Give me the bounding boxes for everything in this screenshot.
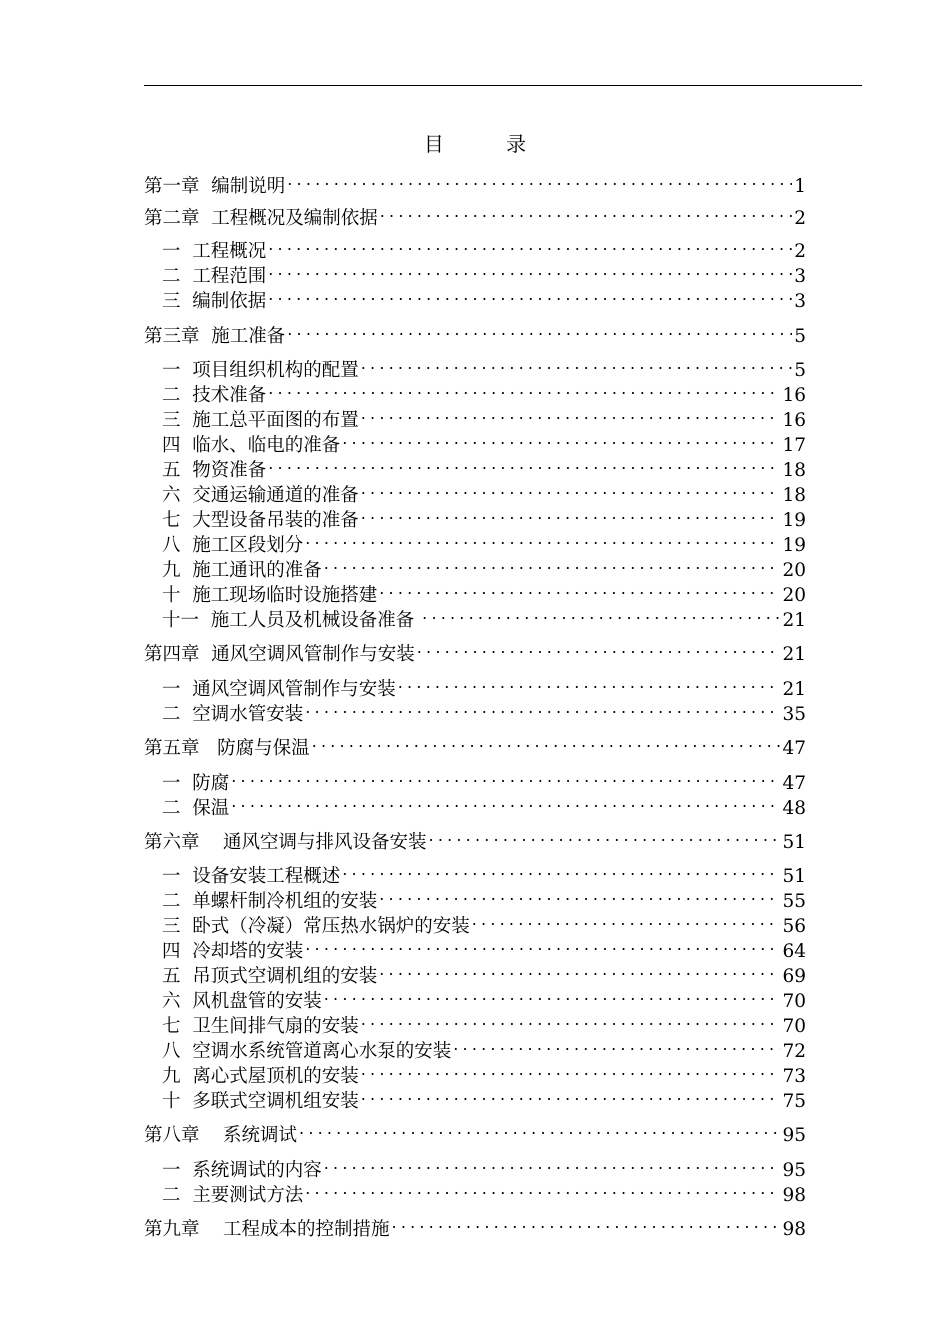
dot-leader — [312, 730, 781, 754]
toc-entry-label: 八 空调水系统管道离心水泵的安装 — [162, 1041, 452, 1062]
toc-section-entry[interactable] — [162, 1033, 806, 1062]
toc-section-entry[interactable] — [162, 1177, 806, 1206]
toc-entry-label: 二 工程范围 — [162, 266, 267, 287]
toc-section-entry[interactable] — [162, 258, 806, 287]
toc-section-entry[interactable] — [162, 958, 806, 987]
dot-leader — [361, 1083, 781, 1107]
toc-section-entry[interactable] — [162, 402, 806, 431]
toc-section-entry[interactable] — [162, 552, 806, 581]
dot-leader — [305, 527, 780, 551]
toc-entry-label: 二 空调水管安装 — [162, 704, 304, 725]
dot-leader — [453, 1033, 780, 1057]
toc-entry-label: 四 临水、临电的准备 — [162, 435, 341, 456]
toc-entry-label: 三 卧式（冷凝）常压热水锅炉的安装 — [162, 916, 470, 937]
toc-section-entry[interactable] — [162, 233, 806, 262]
toc-entry-label: 第五章 防腐与保温 — [144, 738, 310, 759]
dot-leader — [324, 1152, 781, 1176]
toc-entry-label: 第六章 通风空调与排风设备安装 — [144, 832, 427, 853]
dot-leader — [268, 258, 792, 282]
toc-page-number: 47 — [782, 773, 806, 794]
toc-page-number: 20 — [782, 560, 806, 581]
toc-section-entry[interactable] — [162, 377, 806, 406]
toc-section-entry[interactable] — [162, 671, 806, 700]
toc-entry-label: 第八章 系统调试 — [144, 1125, 298, 1146]
toc-chapter-entry[interactable] — [144, 318, 806, 347]
dot-leader — [268, 233, 792, 257]
dot-leader — [287, 318, 792, 342]
toc-page-number: 16 — [782, 410, 806, 431]
toc-section-entry[interactable] — [162, 1058, 806, 1087]
dot-leader — [305, 696, 780, 720]
toc-page-number: 51 — [782, 866, 806, 887]
toc-entry-label: 五 吊顶式空调机组的安装 — [162, 966, 378, 987]
toc-page-number: 1 — [794, 176, 806, 197]
toc-page-number: 3 — [794, 266, 806, 287]
toc-page-number: 70 — [782, 991, 806, 1012]
dot-leader — [299, 1117, 780, 1141]
toc-page-number: 51 — [782, 832, 806, 853]
toc-section-entry[interactable] — [162, 933, 806, 962]
toc-section-entry[interactable] — [162, 908, 806, 937]
toc-section-entry[interactable] — [162, 577, 806, 606]
dot-leader — [379, 577, 780, 601]
toc-page-number: 18 — [782, 485, 806, 506]
toc-section-entry[interactable] — [162, 283, 806, 312]
toc-page-number: 70 — [782, 1016, 806, 1037]
toc-chapter-entry[interactable] — [144, 824, 806, 853]
toc-page-number: 48 — [782, 798, 806, 819]
toc-chapter-entry[interactable] — [144, 168, 806, 197]
toc-page-number: 47 — [782, 738, 806, 759]
toc-page-number: 55 — [782, 891, 806, 912]
toc-entry-label: 一 工程概况 — [162, 241, 267, 262]
toc-entry-label: 六 交通运输通道的准备 — [162, 485, 359, 506]
toc-chapter-entry[interactable] — [144, 200, 806, 229]
dot-leader — [361, 502, 781, 526]
toc-entry-label: 十 施工现场临时设施搭建 — [162, 585, 378, 606]
toc-page-number: 72 — [782, 1041, 806, 1062]
toc-entry-label: 十 多联式空调机组安装 — [162, 1091, 359, 1112]
dot-leader — [305, 1177, 780, 1201]
dot-leader — [429, 824, 781, 848]
toc-page-number: 5 — [794, 360, 806, 381]
dot-leader — [361, 477, 781, 501]
dot-leader — [342, 427, 780, 451]
toc-section-entry[interactable] — [162, 1008, 806, 1037]
toc-page-number: 16 — [782, 385, 806, 406]
toc-section-entry[interactable] — [162, 983, 806, 1012]
dot-leader — [422, 602, 780, 626]
toc-page-number: 21 — [782, 610, 806, 631]
toc-entry-label: 七 卫生间排气扇的安装 — [162, 1016, 359, 1037]
toc-entry-label: 七 大型设备吊装的准备 — [162, 510, 359, 531]
toc-section-entry[interactable] — [162, 602, 806, 631]
toc-section-entry[interactable] — [162, 765, 806, 794]
toc-chapter-entry[interactable] — [144, 1211, 806, 1240]
toc-page-number: 5 — [794, 326, 806, 347]
toc-page-number: 18 — [782, 460, 806, 481]
dot-leader — [398, 671, 781, 695]
toc-entry-label: 九 离心式屋顶机的安装 — [162, 1066, 359, 1087]
toc-section-entry[interactable] — [162, 527, 806, 556]
toc-section-entry[interactable] — [162, 1152, 806, 1181]
toc-page-number: 69 — [782, 966, 806, 987]
dot-leader — [417, 636, 781, 660]
toc-entry-label: 五 物资准备 — [162, 460, 267, 481]
toc-entry-label: 六 风机盘管的安装 — [162, 991, 322, 1012]
toc-page-number: 98 — [782, 1185, 806, 1206]
toc-page-number: 95 — [782, 1125, 806, 1146]
toc-section-entry[interactable] — [162, 477, 806, 506]
toc-entry-label: 三 编制依据 — [162, 291, 267, 312]
dot-leader — [379, 883, 780, 907]
toc-page-number: 20 — [782, 585, 806, 606]
toc-chapter-entry[interactable] — [144, 1117, 806, 1146]
toc-section-entry[interactable] — [162, 883, 806, 912]
dot-leader — [324, 983, 781, 1007]
toc-section-entry[interactable] — [162, 452, 806, 481]
dot-leader — [324, 552, 781, 576]
toc-entry-label: 十一 施工人员及机械设备准备 — [162, 610, 421, 631]
dot-leader — [268, 377, 780, 401]
dot-leader — [472, 908, 781, 932]
toc-entry-label: 八 施工区段划分 — [162, 535, 304, 556]
toc-page-number: 21 — [782, 644, 806, 665]
toc-entry-label: 一 项目组织机构的配置 — [162, 360, 359, 381]
toc-page-number: 19 — [782, 535, 806, 556]
toc-entry-label: 九 施工通讯的准备 — [162, 560, 322, 581]
toc-section-entry[interactable] — [162, 352, 806, 381]
toc-entry-label: 二 单螺杆制冷机组的安装 — [162, 891, 378, 912]
toc-entry-label: 一 防腐 — [162, 773, 230, 794]
dot-leader — [361, 1058, 781, 1082]
toc-entry-label: 第四章 通风空调风管制作与安装 — [144, 644, 415, 665]
dot-leader — [361, 352, 792, 376]
toc-entry-label: 二 保温 — [162, 798, 230, 819]
toc-entry-label: 第二章 工程概况及编制依据 — [144, 208, 378, 229]
toc-section-entry[interactable] — [162, 790, 806, 819]
dot-leader — [268, 283, 792, 307]
toc-page-number: 98 — [782, 1219, 806, 1240]
toc-entry-label: 二 主要测试方法 — [162, 1185, 304, 1206]
toc-page-number: 95 — [782, 1160, 806, 1181]
dot-leader — [305, 933, 780, 957]
toc-page-number: 75 — [782, 1091, 806, 1112]
dot-leader — [361, 402, 781, 426]
dot-leader — [379, 958, 780, 982]
dot-leader — [287, 168, 792, 192]
toc-entry-label: 一 通风空调风管制作与安装 — [162, 679, 396, 700]
toc-entry-label: 一 设备安装工程概述 — [162, 866, 341, 887]
toc-section-entry[interactable] — [162, 858, 806, 887]
toc-chapter-entry[interactable] — [144, 636, 806, 665]
toc-page-number: 73 — [782, 1066, 806, 1087]
toc-entry-label: 第一章 编制说明 — [144, 176, 286, 197]
dot-leader — [380, 200, 792, 224]
toc-entry-label: 三 施工总平面图的布置 — [162, 410, 359, 431]
toc-entry-label: 第三章 施工准备 — [144, 326, 286, 347]
toc-page-number: 2 — [794, 241, 806, 262]
toc-page-number: 19 — [782, 510, 806, 531]
toc-page-number: 17 — [782, 435, 806, 456]
toc-page-number: 64 — [782, 941, 806, 962]
toc-chapter-entry[interactable] — [144, 730, 806, 759]
dot-leader — [231, 765, 780, 789]
toc-page-number: 56 — [782, 916, 806, 937]
toc-page-number: 2 — [794, 208, 806, 229]
toc-section-entry[interactable] — [162, 427, 806, 456]
toc-section-entry[interactable] — [162, 502, 806, 531]
dot-leader — [392, 1211, 781, 1235]
toc-entry-label: 二 技术准备 — [162, 385, 267, 406]
toc-page-number: 21 — [782, 679, 806, 700]
dot-leader — [231, 790, 780, 814]
dot-leader — [268, 452, 780, 476]
toc-entry-label: 第九章 工程成本的控制措施 — [144, 1219, 390, 1240]
toc-entry-label: 一 系统调试的内容 — [162, 1160, 322, 1181]
toc-title: 目 录 — [423, 132, 555, 156]
toc-entry-label: 四 冷却塔的安装 — [162, 941, 304, 962]
toc-section-entry[interactable] — [162, 696, 806, 725]
toc-page-number: 35 — [782, 704, 806, 725]
dot-leader — [361, 1008, 781, 1032]
toc-page-number: 3 — [794, 291, 806, 312]
dot-leader — [342, 858, 780, 882]
toc-section-entry[interactable] — [162, 1083, 806, 1112]
